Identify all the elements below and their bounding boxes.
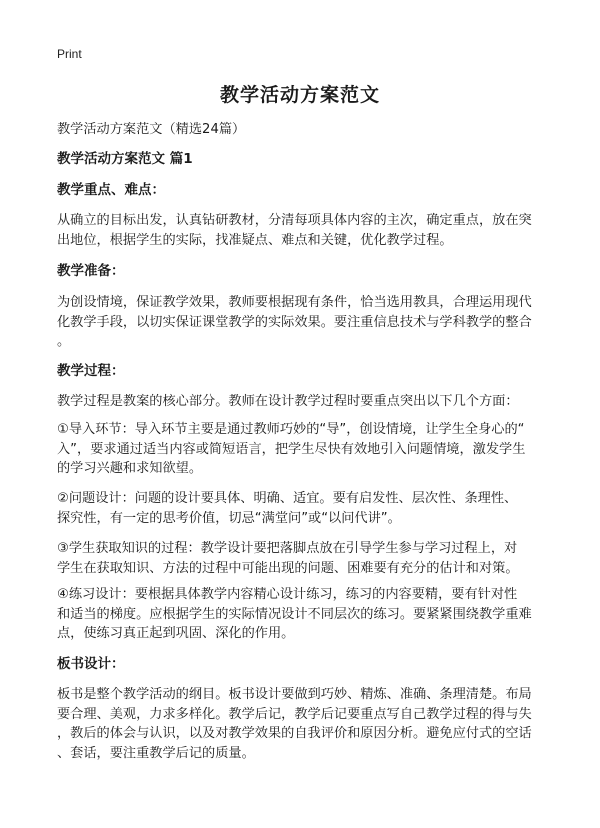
process-item-exercises — [57, 585, 557, 644]
text-line: ①导入环节：导入环节主要是通过教师巧妙的“导”，创设情境，让学生全身心的“ — [57, 422, 525, 437]
text-line: 的学习兴趣和求知欲望。 — [57, 461, 203, 476]
text-line: 点，使练习真正起到巩固、深化的作用。 — [57, 626, 295, 641]
text-line: 化教学手段，以切实保证课堂教学的实际效果。要注重信息技术与学科教学的整合 — [57, 314, 532, 330]
text-line: 学生在获取知识、方法的过程中可能出现的问题、困难要有充分的估计和对策。 — [57, 560, 519, 576]
article-heading: 教学活动方案范文 篇1 — [57, 151, 193, 167]
text-line: 入”，要求通过适当内容或简短语言，把学生尽快有效地引入问题情境，激发学生 — [57, 441, 526, 457]
text-line: 。 — [57, 334, 71, 349]
section-heading-preparation: 教学准备： — [57, 263, 125, 279]
process-item-intro — [57, 420, 557, 479]
section-heading-blackboard: 板书设计： — [57, 656, 125, 672]
text-line: 、套话，要注重教学后记的质量。 — [57, 745, 255, 761]
text-line: 出地位，根据学生的实际，找准疑点、难点和关键，优化教学过程。 — [57, 232, 453, 248]
text-line: 板书是整个教学活动的纲目。板书设计要做到巧妙、精炼、准确、条理清楚。布局 — [57, 687, 532, 702]
text-line: 为创设情境，保证教学效果，教师要根据现有条件，恰当选用教具，合理运用现代 — [57, 295, 532, 310]
section-body-preparation — [57, 293, 557, 352]
text-line: ②问题设计：问题的设计要具体、明确、适宜。要有启发性、层次性、条理性、 — [57, 491, 518, 506]
text-line: 和适当的梯度。应根据学生的实际情况设计不同层次的练习。要紧紧围绕教学重难 — [57, 606, 532, 622]
process-item-questions — [57, 489, 557, 528]
section-heading-key-points: 教学重点、难点： — [57, 182, 165, 198]
process-item-knowledge — [57, 539, 557, 578]
text-line: 探究性，有一定的思考价值，切忌“满堂问”或“以问代讲”。 — [57, 510, 401, 526]
text-line: 要合理、美观，力求多样化。教学后记，教学后记要重点写自己教学过程的得与失 — [57, 706, 532, 722]
print-label[interactable]: Print — [57, 47, 82, 61]
document-title: 教学活动方案范文 — [219, 84, 380, 106]
text-line: 从确立的目标出发，认真钻研教材，分清每项具体内容的主次，确定重点，放在突 — [57, 213, 532, 228]
text-line: ④练习设计：要根据具体教学内容精心设计练习，练习的内容要精，要有针对性 — [57, 587, 518, 602]
text-line: ③学生获取知识的过程：教学设计要把落脚点放在引导学生参与学习过程上，对 — [57, 541, 518, 556]
process-intro: 教学过程是教案的核心部分。教师在设计教学过程时要重点突出以下几个方面： — [57, 394, 519, 409]
text-line: ，教后的体会与认识，以及对教学效果的自我评价和原因分析。避免应付式的空话 — [57, 726, 532, 741]
section-heading-process: 教学过程： — [57, 363, 125, 379]
section-body-key-points — [57, 211, 557, 250]
section-body-blackboard — [57, 685, 557, 763]
document-subtitle: 教学活动方案范文（精选24篇） — [57, 122, 246, 137]
